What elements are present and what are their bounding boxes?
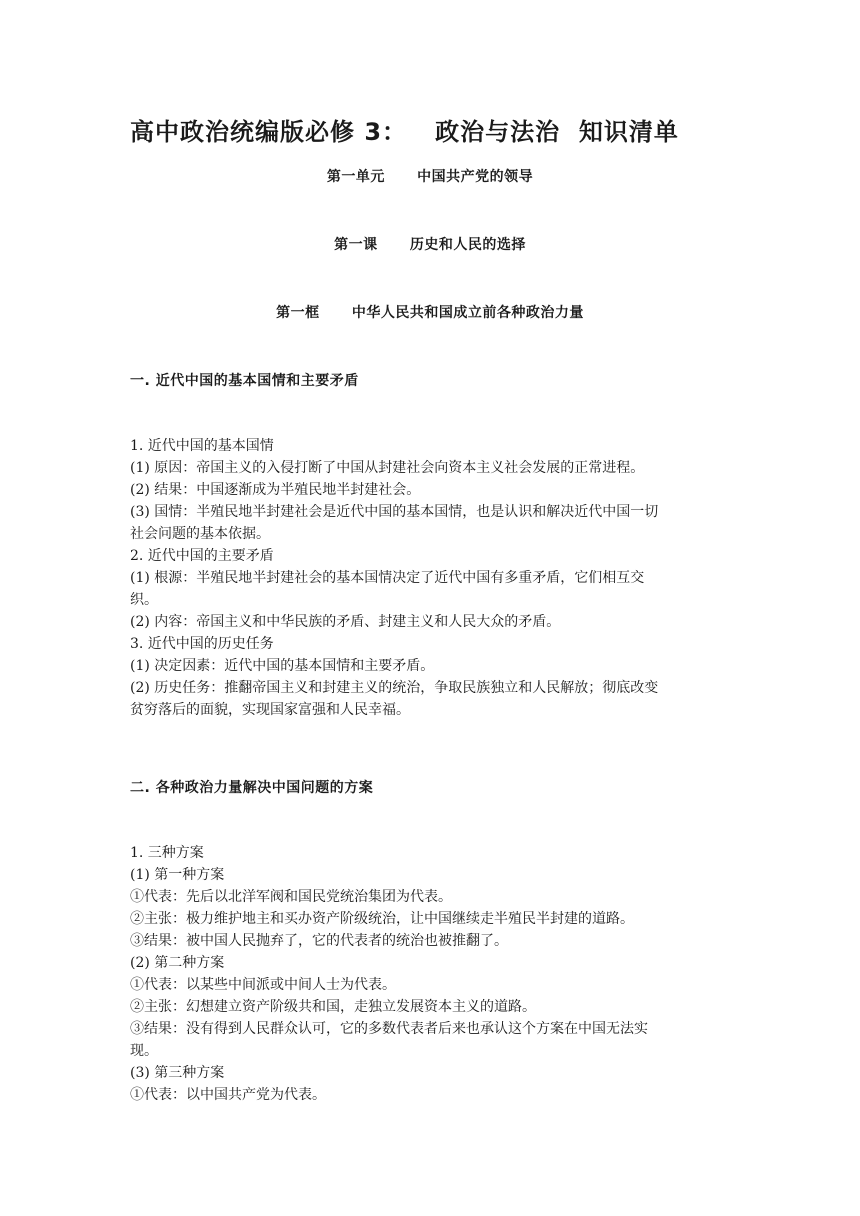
text-line: 2. 近代中国的主要矛盾: [130, 548, 274, 564]
section-2-body: [130, 842, 730, 1106]
text-line: ①代表：以某些中间派或中间人士为代表。: [130, 977, 396, 993]
text-line: 1. 近代中国的基本国情: [130, 438, 274, 454]
text-line: 织。: [130, 592, 158, 608]
text-line: (2) 内容：帝国主义和中华民族的矛盾、封建主义和人民大众的矛盾。: [130, 614, 561, 630]
text-line: (2) 历史任务：推翻帝国主义和封建主义的统治，争取民族独立和人民解放；彻底改变: [130, 680, 659, 696]
text-line: 现。: [130, 1043, 158, 1059]
text-line: (1) 决定因素：近代中国的基本国情和主要矛盾。: [130, 658, 435, 674]
lesson-heading: 第一课 历史和人民的选择: [334, 237, 526, 253]
text-line: 社会问题的基本依据。: [130, 526, 270, 542]
text-line: ①代表：以中国共产党为代表。: [130, 1087, 326, 1103]
text-line: ②主张：幻想建立资产阶级共和国，走独立发展资本主义的道路。: [130, 999, 536, 1015]
text-line: ③结果：被中国人民抛弃了，它的代表者的统治也被推翻了。: [130, 933, 508, 949]
section-1-body: [130, 435, 730, 721]
document-title: 高中政治统编版必修 3： 政治与法治 知识清单: [130, 118, 679, 146]
text-line: (3) 第三种方案: [130, 1065, 225, 1081]
unit-heading: 第一单元 中国共产党的领导: [326, 169, 534, 185]
text-line: ①代表：先后以北洋军阀和国民党统治集团为代表。: [130, 889, 452, 905]
section-2-heading: 二. 各种政治力量解决中国问题的方案: [130, 780, 374, 796]
text-line: (1) 第一种方案: [130, 867, 225, 883]
frame-heading: 第一框 中华人民共和国成立前各种政治力量: [276, 305, 584, 321]
text-line: (2) 结果：中国逐渐成为半殖民地半封建社会。: [130, 482, 421, 498]
text-line: (1) 根源：半殖民地半封建社会的基本国情决定了近代中国有多重矛盾，它们相互交: [130, 570, 645, 586]
text-line: (2) 第二种方案: [130, 955, 225, 971]
text-line: (1) 原因：帝国主义的入侵打断了中国从封建社会向资本主义社会发展的正常进程。: [130, 460, 645, 476]
text-line: (3) 国情：半殖民地半封建社会是近代中国的基本国情，也是认识和解决近代中国一切: [130, 504, 659, 520]
section-1-heading: 一. 近代中国的基本国情和主要矛盾: [130, 373, 359, 389]
text-line: ②主张：极力维护地主和买办资产阶级统治，让中国继续走半殖民半封建的道路。: [130, 911, 634, 927]
text-line: 1. 三种方案: [130, 845, 204, 861]
text-line: 3. 近代中国的历史任务: [130, 636, 274, 652]
text-line: ③结果：没有得到人民群众认可，它的多数代表者后来也承认这个方案在中国无法实: [130, 1021, 648, 1037]
text-line: 贫穷落后的面貌，实现国家富强和人民幸福。: [130, 702, 410, 718]
